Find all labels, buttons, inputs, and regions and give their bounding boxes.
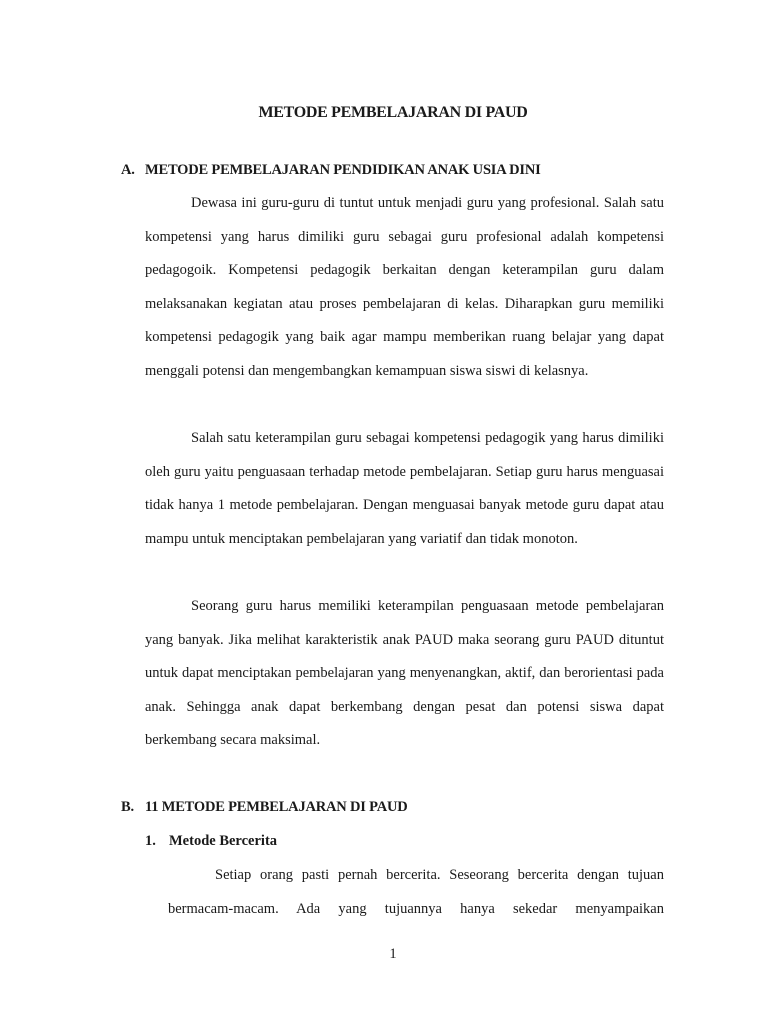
subsection-1-paragraph: Setiap orang pasti pernah bercerita. Seseorang bercerita dengan tujuan bermacam-macam. Ada yang tujuannya hanya sekedar menyampaikan — [168, 867, 664, 917]
section-b-heading — [121, 799, 408, 816]
document-title: METODE PEMBELAJARAN DI PAUD — [258, 104, 528, 121]
subsection-1-heading — [145, 833, 277, 850]
section-a-title: METODE PEMBELAJARAN PENDIDIKAN ANAK USIA DINI — [145, 162, 541, 178]
section-b-title: 11 METODE PEMBELAJARAN DI PAUD — [145, 799, 408, 815]
section-a-label: A. — [121, 162, 135, 178]
section-a-heading — [121, 162, 541, 179]
section-a-paragraph-3: Seorang guru harus memiliki keterampilan penguasaan metode pembelajaran yang banyak. Jika melihat karakteristik anak PAUD maka seorang guru PAUD dituntut untuk dapat menciptakan pembelajaran yang menyenangkan, aktif, dan berorientasi pada anak. Sehingga anak dapat berkembang dengan pesat dan potensi siswa dapat berkembang secara maksimal. — [145, 598, 664, 749]
section-a-paragraph-1: Dewasa ini guru-guru di tuntut untuk menjadi guru yang profesional. Salah satu kompetensi yang harus dimiliki guru sebagai guru profesional adalah kompetensi pedagogoik. Kompetensi pedagogik berkaitan dengan keterampilan guru dalam melaksanakan kegiatan atau proses pembelajaran di kelas. Diharapkan guru memiliki kompetensi pedagogik yang baik agar mampu memberikan ruang belajar yang dapat menggali potensi dan mengembangkan kemampuan siswa siswi di kelasnya. — [145, 195, 664, 379]
subsection-1-title: Metode Bercerita — [169, 833, 278, 849]
section-a-paragraph-2: Salah satu keterampilan guru sebagai kompetensi pedagogik yang harus dimiliki oleh guru yaitu penguasaan terhadap metode pembelajaran. Setiap guru harus menguasai tidak hanya 1 metode pembelajaran. Dengan menguasai banyak metode guru dapat atau mampu untuk menciptakan pembelajaran yang variatif dan tidak monoton. — [145, 430, 664, 547]
section-b-label: B. — [121, 799, 134, 815]
page-number: 1 — [389, 946, 397, 962]
subsection-1-label: 1. — [145, 833, 156, 849]
